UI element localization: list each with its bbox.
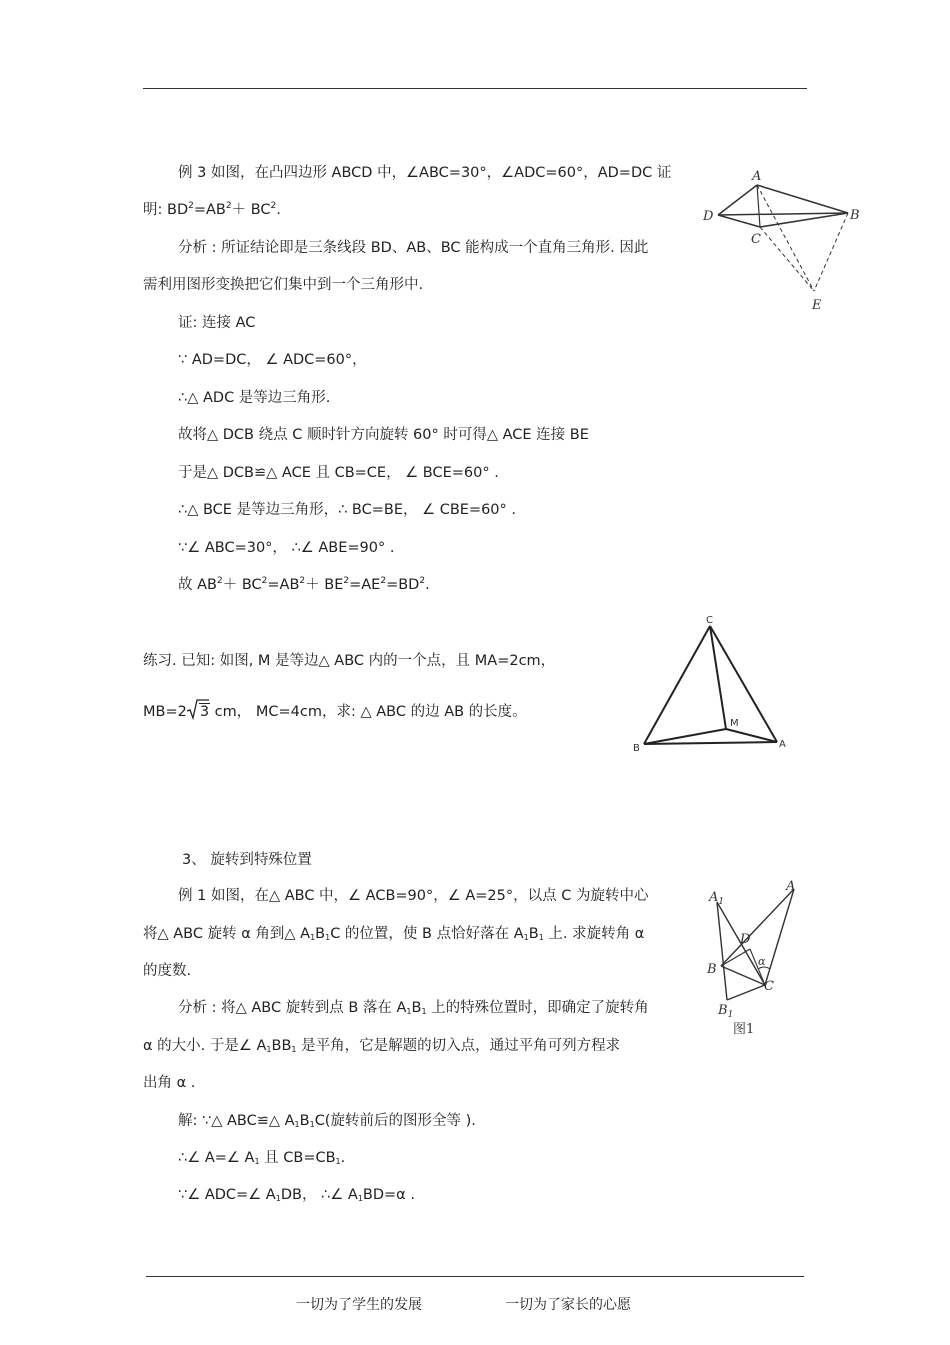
edge-AC (757, 185, 760, 227)
edge-BA (644, 742, 777, 744)
sup: 2 (270, 201, 277, 211)
text: 上. 求旋转角 α (543, 926, 645, 942)
edge-MB (644, 729, 726, 744)
text: B (528, 926, 539, 942)
label-C: C (764, 979, 774, 994)
example3-line6: ∵ AD=DC， ∠ ADC=60°， (178, 352, 367, 368)
sup: 2 (343, 576, 350, 586)
section3-line7 (178, 1112, 476, 1130)
sub: 1 (275, 1194, 281, 1203)
sub: 1 (254, 1157, 260, 1166)
text: ＋ BC (222, 577, 262, 593)
edge-DA (718, 185, 757, 215)
text: 且 CB=CB (259, 1150, 336, 1166)
example3-line4: 需利用图形变换把它们集中到一个三角形中. (143, 277, 424, 293)
sub: 1 (357, 1194, 363, 1203)
text: DB， ∴∠ A (280, 1187, 358, 1203)
label-B: B (633, 743, 640, 754)
section3-line6: 出角 α . (143, 1075, 196, 1091)
label-M: M (730, 718, 739, 729)
sub: 1 (335, 1157, 341, 1166)
text: B (299, 1113, 310, 1129)
text: MB=2 (143, 704, 187, 720)
footer-right: 一切为了家长的心愿 (505, 1297, 631, 1313)
section3-line1: 例 1 如图，在△ ABC 中，∠ ACB=90°，∠ A=25°，以点 C 为旋转中心 (178, 888, 649, 904)
text: =AB (267, 577, 300, 593)
text: =AB (193, 202, 226, 218)
label-B: B (850, 208, 860, 223)
example3-line12 (178, 576, 430, 594)
sup: 2 (419, 576, 426, 586)
sub: 1 (538, 933, 544, 942)
sub: 1 (523, 933, 529, 942)
edge-CB (760, 213, 848, 227)
text: . (340, 1150, 346, 1166)
edge-B1-C (727, 985, 765, 1000)
label-D: D (703, 209, 714, 224)
sub: 1 (266, 1045, 272, 1054)
text: ＋ BC (231, 202, 271, 218)
practice-line1: 练习. 已知: 如图, M 是等边△ ABC 内的一个点，且 MA=2cm， (143, 653, 556, 669)
label-B: B (707, 962, 717, 977)
sub: 1 (310, 933, 316, 942)
text: 将△ ABC 旋转 α 角到△ A (143, 926, 311, 942)
sub: 1 (291, 1045, 297, 1054)
practice-line2 (143, 696, 527, 721)
edge-CA (710, 626, 777, 742)
header-rule (143, 88, 807, 89)
figure-quadrilateral (700, 163, 870, 323)
sub: 1 (309, 1120, 315, 1129)
text: =AE (349, 577, 381, 593)
example3-line8: 故将△ DCB 绕点 C 顺时针方向旋转 60° 时可得△ ACE 连接 BE (178, 427, 589, 443)
label-A1: $A_1$ (709, 890, 725, 907)
text: ∵∠ ADC=∠ A (178, 1187, 276, 1203)
text: =BD (386, 577, 420, 593)
example3-line5: 证: 连接 AC (178, 315, 256, 331)
edge-BC (644, 626, 710, 744)
text: 明: BD (143, 202, 189, 218)
sup: 2 (299, 576, 306, 586)
text: BB (271, 1038, 292, 1054)
footer-left: 一切为了学生的发展 (296, 1297, 422, 1313)
edge-AB (757, 185, 848, 213)
example3-line10: ∴△ BCE 是等边三角形，∴ BC=BE， ∠ CBE=60° . (178, 502, 517, 518)
label-A: A (786, 879, 796, 894)
example3-line3: 分析 : 所证结论即是三条线段 BD、AB、BC 能构成一个直角三角形. 因此 (178, 240, 649, 256)
text: B (411, 1000, 422, 1016)
label-E: E (812, 298, 822, 313)
label-C: C (751, 232, 761, 247)
edge-BE (814, 213, 848, 291)
label-C: C (706, 615, 713, 626)
example3-line7: ∴△ ADC 是等边三角形. (178, 390, 331, 406)
section3-title: 3、 旋转到特殊位置 (182, 852, 312, 868)
text: B (315, 926, 326, 942)
example3-line2 (143, 201, 281, 219)
label-D: D (740, 932, 751, 947)
sqrt-sign (187, 696, 210, 721)
section3-line4 (178, 999, 649, 1017)
label-B1: $B_1$ (718, 1003, 734, 1020)
label-alpha: α (758, 955, 766, 968)
edge-DB (718, 213, 848, 215)
section3-line3: 的度数. (143, 963, 192, 979)
edge-MA (726, 729, 777, 742)
edge-AE (757, 185, 814, 291)
radical-icon (187, 700, 199, 720)
section3-line2 (143, 925, 644, 943)
label-A: A (752, 169, 762, 184)
footer-rule (146, 1276, 804, 1277)
edge-DC (718, 215, 760, 227)
edge-CE (760, 227, 814, 291)
example3-line9: 于是△ DCB≌△ ACE 且 CB=CE， ∠ BCE=60° . (178, 465, 499, 481)
section3-line9 (178, 1186, 415, 1204)
sup: 2 (261, 576, 268, 586)
text: . (276, 202, 281, 218)
sup: 2 (216, 576, 223, 586)
sub: 1 (325, 933, 331, 942)
example3-line1: 例 3 如图，在凸四边形 ABCD 中，∠ABC=30°，∠ADC=60°，AD=DC 证 (178, 165, 672, 181)
section3-line8 (178, 1149, 345, 1167)
text: 故 AB (178, 577, 217, 593)
sup: 2 (225, 201, 232, 211)
text: BD=α . (362, 1187, 415, 1203)
sup: 2 (380, 576, 387, 586)
text: α 的大小. 于是∠ A (143, 1038, 267, 1054)
text: 解: ∵△ ABC≌△ A (178, 1113, 295, 1129)
caption: 图1 (733, 1022, 755, 1037)
sub: 1 (421, 1007, 427, 1016)
radicand: 3 (199, 704, 210, 720)
sup: 2 (188, 201, 194, 211)
text: cm， MC=4cm，求: △ ABC 的边 AB 的长度。 (210, 704, 527, 720)
text: 是平角，它是解题的切入点，通过平角可列方程求 (296, 1038, 621, 1054)
text: 分析 : 将△ ABC 旋转到点 B 落在 A (178, 1000, 407, 1016)
text: C 的位置，使 B 点恰好落在 A (330, 926, 524, 942)
text: ＋ BE (305, 577, 344, 593)
text: ∴∠ A=∠ A (178, 1150, 255, 1166)
sub: 1 (406, 1007, 412, 1016)
text: 上的特殊位置时，即确定了旋转角 (426, 1000, 649, 1016)
figure-rotation (700, 877, 810, 1037)
label-A: A (779, 739, 786, 750)
example3-line11: ∵∠ ABC=30°， ∴∠ ABE=90° . (178, 540, 395, 556)
text: . (425, 577, 430, 593)
section3-line5 (143, 1037, 620, 1055)
sub: 1 (294, 1120, 300, 1129)
text: C(旋转前后的图形全等 ). (314, 1113, 476, 1129)
figure-triangle (630, 615, 795, 755)
